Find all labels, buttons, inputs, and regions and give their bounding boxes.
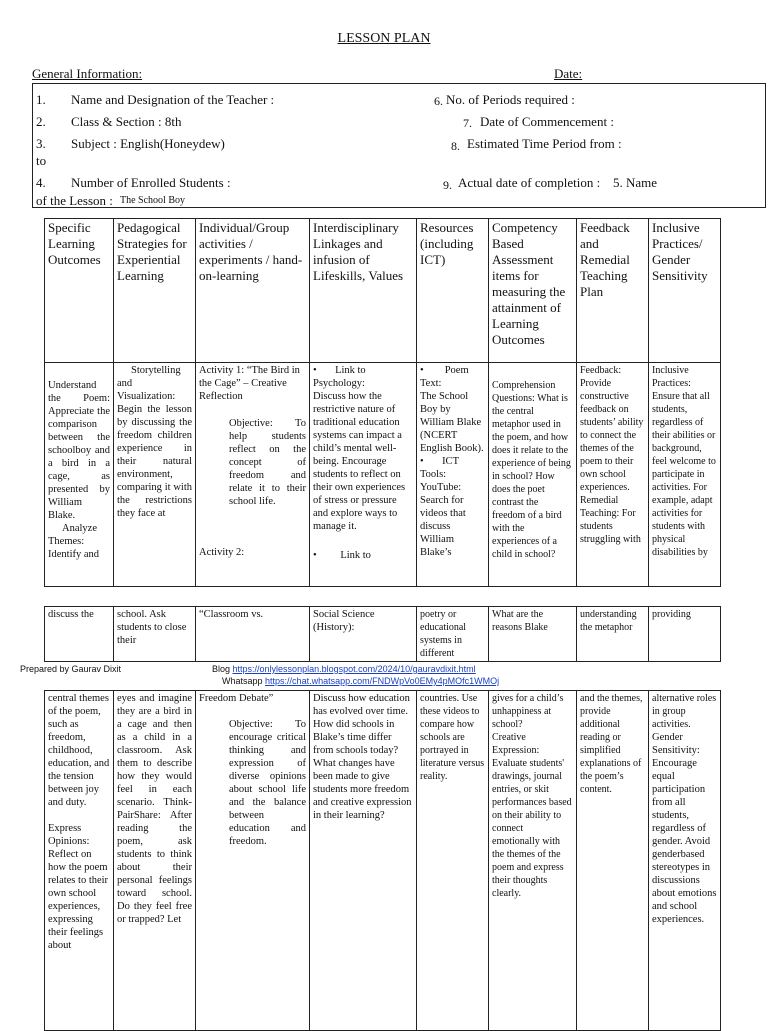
blog-link[interactable]: https://onlylessonplan.blogspot.com/2024/10/gauravdixit.html <box>232 664 476 674</box>
general-info-label: General Information: <box>32 66 143 81</box>
lesson-name-num: 5. Name <box>613 175 658 190</box>
cell-inclusive-cont: providing <box>649 607 721 662</box>
lesson-table-part-1 <box>44 218 721 587</box>
cell-outcomes <box>45 363 114 587</box>
class-section-field: Class & Section : 8th <box>71 114 182 129</box>
activity-1-objective: Objective: To help students reflect on the concept of freedom and relate it to their school life. <box>229 418 306 507</box>
link-psychology-text: Discuss how the restrictive nature of traditional education systems can impact a child’s mental well-being. Encourage students to reflect on their own experiences of stress or pressure and explore ways to manage it. <box>313 391 406 532</box>
cell-feedback-cont: understanding the metaphor <box>577 607 649 662</box>
info-num-6: 6. <box>434 94 443 108</box>
completion-date-field: Actual date of completion : <box>458 175 601 190</box>
cell-assessment-cont: What are the reasons Blake <box>489 607 577 662</box>
cell-strategies-cont: school. Ask students to close their <box>114 607 196 662</box>
lesson-name-label: of the Lesson : <box>36 193 113 208</box>
date-label: Date: <box>554 66 583 81</box>
cell-feedback-p2: and the themes, provide additional reading or simplified explanations of the poem’s content. <box>577 691 649 1031</box>
col-header-activities: Individual/Group activities / experiments / hand-on-learning <box>196 219 310 363</box>
cell-activities-p2 <box>196 691 310 1031</box>
col-header-feedback: Feedback and Remedial Teaching Plan <box>577 219 649 363</box>
cell-inclusive: Inclusive Practices: Ensure that all students, regardless of their abilities or background, feel welcome to participate in activities. For example, adapt activities for students with physical disabilities by <box>649 363 721 587</box>
cell-linkages-p2: Discuss how education has evolved over time. How did schools in Blake’s time differ from schools today? What changes have been made to give students more freedom and creative expression in their learning? <box>310 691 417 1031</box>
cell-linkages <box>310 363 417 587</box>
cell-outcomes-cont: discuss the <box>45 607 114 662</box>
estimated-period-field: Estimated Time Period from : <box>467 136 622 151</box>
prepared-by: Prepared by Gaurav Dixit <box>20 664 122 674</box>
lesson-name-value: The School Boy <box>120 195 185 206</box>
cell-feedback: Feedback: Provide constructive feedback on students’ ability to connect the themes of the poem to their own school experiences. Remedial Teaching: For students struggling with <box>577 363 649 587</box>
activity-2-title: Activity 2: <box>199 547 245 558</box>
outcome-express: Express Opinions: Reflect on how the poem relates to their own school experiences, expressing their feelings about <box>48 823 109 951</box>
activity-2-objective: Objective: To encourage critical thinking and expression of diverse opinions about school life and the balance between education and freedom. <box>229 719 306 847</box>
col-header-assessment: Competency Based Assessment items for measuring the attainment of Learning Outcomes <box>489 219 577 363</box>
info-num-3: 3. <box>36 136 46 151</box>
assessment-reasons: gives for a child’s unhappiness at school? <box>492 693 564 730</box>
estimated-period-to: to <box>36 153 47 168</box>
cell-linkages-cont: Social Science (History): <box>310 607 417 662</box>
whatsapp-line <box>222 676 499 686</box>
blog-label: Blog <box>212 664 231 674</box>
info-num-1: 1. <box>36 92 46 107</box>
lesson-table-part-3 <box>44 690 721 1031</box>
activity-1-title: Activity 1: “The Bird in the Cage” – Creative Reflection <box>199 365 300 402</box>
cell-resources-p2: countries. Use these videos to compare how schools are portrayed in literature versus reality. <box>417 691 489 1031</box>
activity-2-title-cont: Freedom Debate” <box>199 693 274 704</box>
resource-ict: • ICT Tools: <box>420 456 459 480</box>
info-num-7: 7. <box>463 116 472 130</box>
link-psychology: • Link to Psychology: <box>313 365 366 389</box>
info-num-9: 9. <box>443 178 452 192</box>
outcome-understand: Understand the Poem: Appreciate the comparison between the schoolboy and a bird in a cage, as presented by William Blake. <box>48 380 110 521</box>
commencement-date-field: Date of Commencement : <box>480 114 614 129</box>
outcome-analyze: Analyze Themes: Identify and <box>48 523 100 560</box>
col-header-inclusive: Inclusive Practices/ Gender Sensitivity <box>649 219 721 363</box>
blog-line <box>212 664 476 674</box>
col-header-learning-outcomes: Specific Learning Outcomes <box>45 219 114 363</box>
cell-activities <box>196 363 310 587</box>
cell-inclusive-p2 <box>649 691 721 1031</box>
col-header-pedagogical-strategies: Pedagogical Strategies for Experiential Learning <box>114 219 196 363</box>
cell-assessment: Comprehension Questions: What is the central metaphor used in the poem, and how does it relate to the experience of being in school? How does the poet contrast the freedom of a bird with the experiences of a child in school? <box>489 363 577 587</box>
info-num-2: 2. <box>36 114 46 129</box>
whatsapp-link[interactable]: https://chat.whatsapp.com/FNDWpVo0EMy4pMOfc1WMOj <box>265 676 500 686</box>
cell-resources-cont: poetry or educational systems in different <box>417 607 489 662</box>
cell-activities-cont: “Classroom vs. <box>196 607 310 662</box>
assessment-creative: Creative Expression: Evaluate students' drawings, journal entries, or skit performances based on their ability to connect emotionally with the themes of the poem and express their thoughts clearly. <box>492 732 572 899</box>
cell-strategies: Storytelling and Visualization: Begin the lesson by discussing the freedom children experience in their natural environment, comparing it with the restrictions they face at <box>114 363 196 587</box>
outcome-themes: central themes of the poem, such as freedom, childhood, education, and the tension between joy and duty. <box>48 693 110 808</box>
link-next: • Link to <box>313 550 371 561</box>
periods-required-field: No. of Periods required : <box>446 92 575 107</box>
col-header-interdisciplinary: Interdisciplinary Linkages and infusion of Lifeskills, Values <box>310 219 417 363</box>
cell-outcomes-p2 <box>45 691 114 1031</box>
lesson-table-part-2 <box>44 606 721 662</box>
info-num-8: 8. <box>451 139 460 153</box>
cell-assessment-p2 <box>489 691 577 1031</box>
gender-sensitivity: Gender Sensitivity: Encourage equal participation from all students, regardless of gender. Avoid genderbased stereotypes in discussions about emotions and school experiences. <box>652 732 717 925</box>
subject-field: Subject : English(Honeydew) <box>71 136 225 151</box>
resource-poem-text: • Poem Text: <box>420 365 469 389</box>
inclusive-alternative-roles: alternative roles in group activities. <box>652 693 717 730</box>
col-header-resources: Resources (including ICT) <box>417 219 489 363</box>
cell-resources <box>417 363 489 587</box>
teacher-name-field: Name and Designation of the Teacher : <box>71 92 275 107</box>
cell-strategies-p2: eyes and imagine they are a bird in a cage and then as a child in a classroom. Ask them to describe how they would feel in each scenario. Think-PairShare: After reading the poem, ask students to think about their personal feelings toward school. Do they feel free or trapped? Let <box>114 691 196 1031</box>
resource-youtube: YouTube: Search for videos that discuss William Blake’s <box>420 482 466 558</box>
info-num-4: 4. <box>36 175 46 190</box>
enrolled-students-field: Number of Enrolled Students : <box>71 175 231 190</box>
whatsapp-label: Whatsapp <box>222 676 263 686</box>
resource-poem-desc: The School Boy by William Blake (NCERT English Book). <box>420 391 484 454</box>
page-title: LESSON PLAN <box>337 31 431 46</box>
